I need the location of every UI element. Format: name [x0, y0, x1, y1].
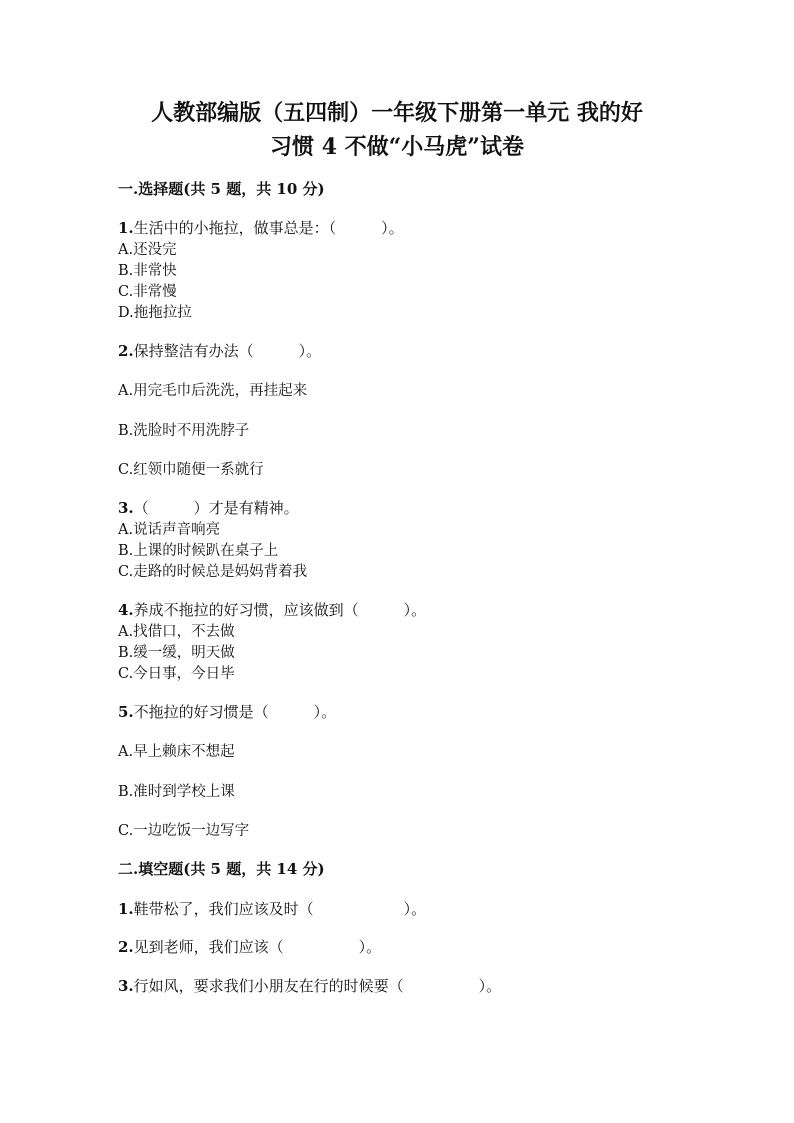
option-b: B.缓一缓，明天做 [118, 645, 235, 661]
question-text: 不拖拉的好习惯是（ ）。 [133, 703, 337, 721]
option-c: C.红领巾随便一系就行 [118, 462, 264, 478]
option-b: B.上课的时候趴在桌子上 [118, 543, 279, 559]
question-text: 行如风，要求我们小朋友在行的时候要（ ）。 [133, 977, 502, 995]
question-number: 4. [118, 601, 134, 619]
exam-title-line2: 习惯 4 不做“小马虎”试卷 [270, 134, 524, 160]
option-c: C.今日事，今日毕 [118, 666, 235, 682]
question-number: 1. [118, 219, 134, 237]
question-5 [118, 701, 336, 722]
question-3 [118, 497, 299, 518]
option-b: B.洗脸时不用洗脖子 [118, 423, 250, 439]
question-4 [118, 599, 426, 620]
question-number: 3. [118, 977, 134, 995]
option-a: A.找借口，不去做 [118, 624, 235, 640]
option-c: C.一边吃饭一边写字 [118, 823, 250, 839]
question-text: 保持整洁有办法（ ）。 [133, 342, 322, 360]
question-text: 养成不拖拉的好习惯，应该做到（ ）。 [133, 601, 427, 619]
fill-question-2 [118, 936, 381, 957]
question-number: 3. [118, 499, 134, 517]
section-heading-choice: 一.选择题(共 5 题，共 10 分) [118, 180, 325, 198]
option-c: C.走路的时候总是妈妈背着我 [118, 564, 308, 580]
option-a: A.早上赖床不想起 [118, 744, 235, 760]
option-b: B.准时到学校上课 [118, 784, 235, 800]
fill-question-3 [118, 975, 501, 996]
question-number: 2. [118, 938, 134, 956]
option-a: A.说话声音响亮 [118, 522, 221, 538]
question-number: 1. [118, 900, 134, 918]
question-text: （ ）才是有精神。 [133, 499, 299, 517]
option-a: A.还没完 [118, 242, 177, 258]
question-2 [118, 340, 321, 361]
section-heading-fill: 二.填空题(共 5 题，共 14 分) [118, 860, 325, 878]
option-b: B.非常快 [118, 263, 177, 279]
option-d: D.拖拖拉拉 [118, 305, 192, 321]
exam-title-line1: 人教部编版（五四制）一年级下册第一单元 我的好 [151, 100, 643, 126]
question-1 [118, 217, 404, 238]
option-c: C.非常慢 [118, 284, 177, 300]
fill-question-1 [118, 898, 426, 919]
question-number: 2. [118, 342, 134, 360]
question-text: 生活中的小拖拉，做事总是：（ ）。 [133, 219, 404, 237]
question-text: 见到老师，我们应该（ ）。 [133, 938, 382, 956]
question-text: 鞋带松了，我们应该及时（ ）。 [133, 900, 427, 918]
question-number: 5. [118, 703, 134, 721]
option-a: A.用完毛巾后洗洗，再挂起来 [118, 383, 308, 399]
